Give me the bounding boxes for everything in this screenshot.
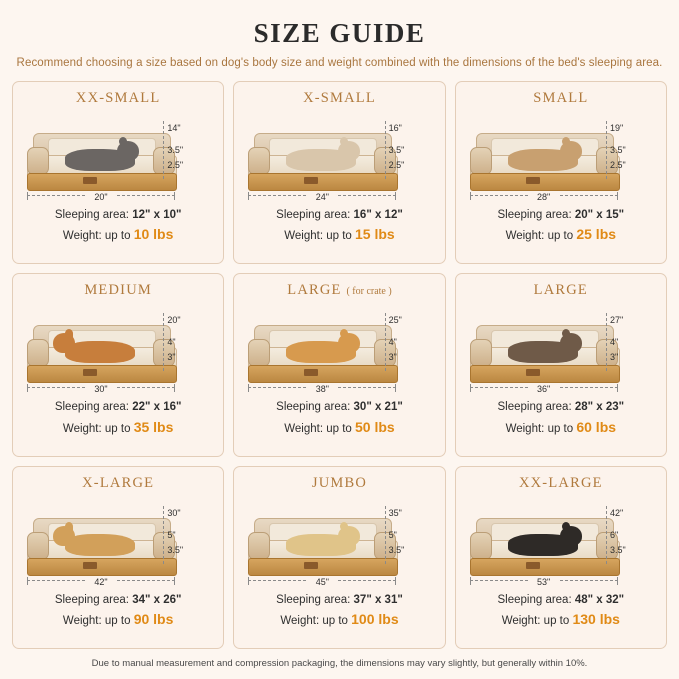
dimension-width: 24" xyxy=(307,192,337,202)
sleeping-area-label: Sleeping area: xyxy=(497,593,572,606)
dog-ear xyxy=(65,522,73,531)
size-card-specs xyxy=(276,207,403,246)
weight-row xyxy=(497,609,624,630)
height-dimension-line xyxy=(163,506,164,564)
dog-illustration xyxy=(496,331,582,365)
bed-diagram xyxy=(464,301,658,397)
dog-bed-illustration xyxy=(248,325,396,383)
size-card-specs xyxy=(276,399,403,438)
bed-brand-tag xyxy=(304,177,318,184)
dimension-height: 35" xyxy=(388,507,402,518)
dimension-height: 19" xyxy=(609,123,624,133)
sleeping-area-row xyxy=(276,399,403,416)
dimension-width: 53" xyxy=(529,577,559,587)
height-dimensions xyxy=(155,311,211,373)
dog-ear xyxy=(340,522,348,531)
size-card-specs xyxy=(497,592,624,631)
weight-value: 60 lbs xyxy=(576,418,617,435)
dimension-mid: 5" xyxy=(167,529,176,540)
sleeping-area-value: 12" x 10" xyxy=(132,209,182,221)
dog-illustration xyxy=(274,524,360,558)
dog-ear xyxy=(340,329,348,338)
dimension-low: 3" xyxy=(388,352,397,363)
height-dimensions xyxy=(598,311,654,373)
weight-row xyxy=(55,417,182,438)
sleeping-area-row xyxy=(55,399,182,416)
height-dimensions xyxy=(377,119,433,181)
size-card-specs xyxy=(55,399,182,438)
footer-note: Due to manual measurement and compression packaging, the dimensions may vary slightly, but generally within 10%. xyxy=(91,658,588,669)
page-subtitle: Recommend choosing a size based on dog's body size and weight combined with the dimensions of the bed's sleeping area. xyxy=(16,57,663,69)
sleeping-area-row xyxy=(55,592,182,609)
weight-value: 15 lbs xyxy=(355,226,395,243)
dog-ear xyxy=(562,137,570,146)
dimension-mid: 3.5" xyxy=(609,145,626,155)
width-dimension xyxy=(470,191,618,205)
dimension-mid: 6" xyxy=(609,529,619,540)
size-card xyxy=(455,466,667,649)
width-dimension xyxy=(248,383,396,397)
dimension-low: 2.5" xyxy=(609,160,626,170)
weight-label: Weight: xyxy=(62,230,102,243)
dimension-width: 30" xyxy=(86,384,116,394)
bed-bolster-left xyxy=(248,147,270,175)
weight-label: Weight: xyxy=(284,230,324,243)
sleeping-area-value: 16" x 12" xyxy=(353,209,403,221)
dimension-mid: 5" xyxy=(388,529,397,540)
weight-up-to-label: up to xyxy=(326,230,352,243)
size-card-name: XX-LARGE xyxy=(518,474,603,491)
bed-brand-tag xyxy=(526,177,540,184)
height-dimension-line xyxy=(163,121,164,179)
bed-bolster-left xyxy=(470,147,492,175)
size-card-name: LARGE xyxy=(533,282,588,299)
bed-brand-tag xyxy=(83,369,97,376)
size-card-note: ( for crate ) xyxy=(346,286,392,298)
weight-label: Weight: xyxy=(280,614,320,627)
weight-value: 25 lbs xyxy=(576,226,617,243)
dog-bed-illustration xyxy=(470,325,618,383)
sleeping-area-row xyxy=(276,592,403,609)
sleeping-area-row xyxy=(497,399,624,416)
dimension-mid: 3.5" xyxy=(167,145,184,155)
width-dimension xyxy=(27,383,175,397)
bed-bolster-left xyxy=(470,339,492,367)
weight-value: 90 lbs xyxy=(133,610,174,627)
bed-brand-tag xyxy=(304,562,318,569)
size-card-title xyxy=(312,475,367,492)
size-card-name: LARGE xyxy=(287,282,342,299)
bed-diagram xyxy=(242,301,436,397)
dimension-mid: 4" xyxy=(167,337,176,348)
weight-label: Weight: xyxy=(284,422,324,435)
size-card-specs xyxy=(276,592,403,631)
bed-brand-tag xyxy=(304,369,318,376)
dog-body xyxy=(65,341,135,363)
sleeping-area-row xyxy=(497,592,624,609)
sleeping-area-label: Sleeping area: xyxy=(497,401,572,414)
bed-brand-tag xyxy=(83,177,97,184)
dog-ear xyxy=(65,329,73,338)
height-dimensions xyxy=(155,119,211,181)
dimension-mid: 4" xyxy=(609,337,619,348)
size-card xyxy=(233,466,445,649)
sleeping-area-label: Sleeping area: xyxy=(54,209,129,221)
dog-illustration xyxy=(274,139,360,173)
size-card-title xyxy=(82,475,154,492)
dog-bed-illustration xyxy=(248,518,396,576)
sleeping-area-value: 48" x 32" xyxy=(574,593,625,606)
dog-illustration xyxy=(496,139,582,173)
dimension-low: 3" xyxy=(167,352,176,363)
dimension-low: 3.5" xyxy=(167,544,184,555)
sleeping-area-label: Sleeping area: xyxy=(54,593,129,606)
width-dimension xyxy=(27,576,175,590)
bed-diagram xyxy=(21,301,215,397)
size-card-name: SMALL xyxy=(533,90,589,106)
size-card xyxy=(233,273,445,456)
dimension-mid: 3.5" xyxy=(388,145,405,155)
dimension-width: 36" xyxy=(529,384,559,394)
weight-up-to-label: up to xyxy=(543,614,570,627)
bed-bolster-left xyxy=(27,339,49,367)
size-card-title xyxy=(287,282,391,299)
bed-diagram xyxy=(242,109,436,205)
weight-value: 130 lbs xyxy=(572,610,620,627)
size-card-title xyxy=(534,282,588,299)
dimension-mid: 4" xyxy=(388,337,397,348)
dimension-height: 20" xyxy=(167,315,181,326)
size-card-specs xyxy=(497,399,624,438)
sleeping-area-label: Sleeping area: xyxy=(276,401,351,414)
size-card-title xyxy=(303,90,376,107)
dimension-low: 2.5" xyxy=(388,160,405,170)
dog-body xyxy=(65,534,135,556)
width-dimension xyxy=(248,576,396,590)
height-dimensions xyxy=(598,119,654,181)
weight-row xyxy=(276,609,403,630)
height-dimension-line xyxy=(606,313,607,371)
weight-row xyxy=(55,609,182,630)
weight-label: Weight: xyxy=(505,230,545,243)
size-card-title xyxy=(84,282,152,299)
size-card-specs xyxy=(55,592,182,631)
height-dimension-line xyxy=(385,313,386,371)
weight-label: Weight: xyxy=(62,422,102,435)
dog-ear xyxy=(119,137,127,146)
weight-label: Weight: xyxy=(501,614,541,627)
sleeping-area-value: 34" x 26" xyxy=(132,593,182,606)
bed-diagram xyxy=(21,109,215,205)
height-dimensions xyxy=(155,504,211,566)
bed-bolster-left xyxy=(248,532,270,560)
sleeping-area-value: 37" x 31" xyxy=(353,593,403,606)
dog-illustration xyxy=(53,331,139,365)
sleeping-area-value: 28" x 23" xyxy=(574,401,625,414)
weight-label: Weight: xyxy=(62,614,102,627)
size-cards-grid xyxy=(12,81,667,649)
size-card-name: X-SMALL xyxy=(303,90,376,106)
height-dimension-line xyxy=(163,313,164,371)
bed-diagram xyxy=(464,109,658,205)
size-card-name: MEDIUM xyxy=(84,282,152,299)
weight-row xyxy=(497,417,624,438)
dimension-width: 38" xyxy=(307,384,337,394)
weight-row xyxy=(276,224,403,245)
sleeping-area-value: 22" x 16" xyxy=(132,401,182,414)
sleeping-area-label: Sleeping area: xyxy=(497,209,572,221)
size-card-name: X-LARGE xyxy=(82,474,155,491)
weight-row xyxy=(55,224,182,245)
height-dimensions xyxy=(598,504,654,566)
sleeping-area-row xyxy=(55,207,182,224)
bed-brand-tag xyxy=(526,562,540,569)
sleeping-area-label: Sleeping area: xyxy=(276,209,351,221)
dimension-height: 30" xyxy=(167,507,181,518)
bed-brand-tag xyxy=(526,369,540,376)
dog-bed-illustration xyxy=(470,133,618,191)
size-card xyxy=(12,81,224,264)
weight-up-to-label: up to xyxy=(322,614,348,627)
dimension-width: 42" xyxy=(86,577,116,587)
weight-value: 10 lbs xyxy=(133,226,174,243)
weight-up-to-label: up to xyxy=(326,422,352,435)
dog-illustration xyxy=(274,331,360,365)
dimension-width: 28" xyxy=(529,192,559,202)
width-dimension xyxy=(470,576,618,590)
dog-illustration xyxy=(496,524,582,558)
bed-diagram xyxy=(21,494,215,590)
weight-label: Weight: xyxy=(505,422,545,435)
height-dimension-line xyxy=(606,506,607,564)
dog-ear xyxy=(562,522,570,531)
bed-diagram xyxy=(242,494,436,590)
size-card-title xyxy=(533,90,588,107)
dimension-low: 3" xyxy=(609,352,619,363)
width-dimension xyxy=(470,383,618,397)
width-dimension xyxy=(27,191,175,205)
size-card xyxy=(455,81,667,264)
bed-bolster-left xyxy=(470,532,492,560)
dog-ear xyxy=(562,329,570,338)
bed-bolster-left xyxy=(27,147,49,175)
bed-bolster-left xyxy=(248,339,270,367)
size-card-specs xyxy=(497,207,624,246)
weight-up-to-label: up to xyxy=(104,614,131,627)
weight-up-to-label: up to xyxy=(547,422,574,435)
sleeping-area-value: 30" x 21" xyxy=(353,401,403,414)
sleeping-area-label: Sleeping area: xyxy=(276,593,351,606)
size-card-specs xyxy=(55,207,182,246)
dog-bed-illustration xyxy=(27,133,175,191)
dimension-height: 42" xyxy=(609,507,624,518)
sleeping-area-value: 20" x 15" xyxy=(574,209,625,221)
dimension-height: 14" xyxy=(167,123,181,133)
dog-bed-illustration xyxy=(27,518,175,576)
dimension-height: 27" xyxy=(609,315,624,326)
size-card xyxy=(233,81,445,264)
weight-up-to-label: up to xyxy=(547,230,574,243)
weight-value: 50 lbs xyxy=(355,418,395,435)
page-title: SIZE GUIDE xyxy=(253,18,426,48)
dimension-height: 25" xyxy=(388,315,402,326)
bed-bolster-left xyxy=(27,532,49,560)
dog-bed-illustration xyxy=(470,518,618,576)
sleeping-area-row xyxy=(276,207,403,224)
height-dimension-line xyxy=(385,506,386,564)
weight-up-to-label: up to xyxy=(104,230,131,243)
dimension-width: 45" xyxy=(307,577,337,587)
size-card-title xyxy=(76,90,161,107)
dimension-width: 20" xyxy=(86,192,116,202)
size-card-name: JUMBO xyxy=(311,474,368,491)
height-dimensions xyxy=(377,311,433,373)
width-dimension xyxy=(248,191,396,205)
dog-bed-illustration xyxy=(248,133,396,191)
dog-bed-illustration xyxy=(27,325,175,383)
size-card xyxy=(12,466,224,649)
dimension-height: 16" xyxy=(388,123,402,133)
bed-diagram xyxy=(464,494,658,590)
height-dimension-line xyxy=(606,121,607,179)
size-card xyxy=(455,273,667,456)
dimension-low: 3.5" xyxy=(609,544,626,555)
sleeping-area-label: Sleeping area: xyxy=(54,401,129,414)
height-dimensions xyxy=(377,504,433,566)
weight-value: 35 lbs xyxy=(133,418,174,435)
dimension-low: 2.5" xyxy=(167,160,184,170)
height-dimension-line xyxy=(385,121,386,179)
dog-ear xyxy=(340,137,348,146)
weight-row xyxy=(497,224,624,245)
weight-value: 100 lbs xyxy=(351,610,399,627)
weight-row xyxy=(276,417,403,438)
dog-illustration xyxy=(53,524,139,558)
sleeping-area-row xyxy=(497,207,624,224)
size-card-title xyxy=(519,475,603,492)
dog-illustration xyxy=(53,139,139,173)
bed-brand-tag xyxy=(83,562,97,569)
size-card xyxy=(12,273,224,456)
dimension-low: 3.5" xyxy=(388,544,405,555)
size-card-name: XX-SMALL xyxy=(75,90,161,106)
weight-up-to-label: up to xyxy=(104,422,131,435)
